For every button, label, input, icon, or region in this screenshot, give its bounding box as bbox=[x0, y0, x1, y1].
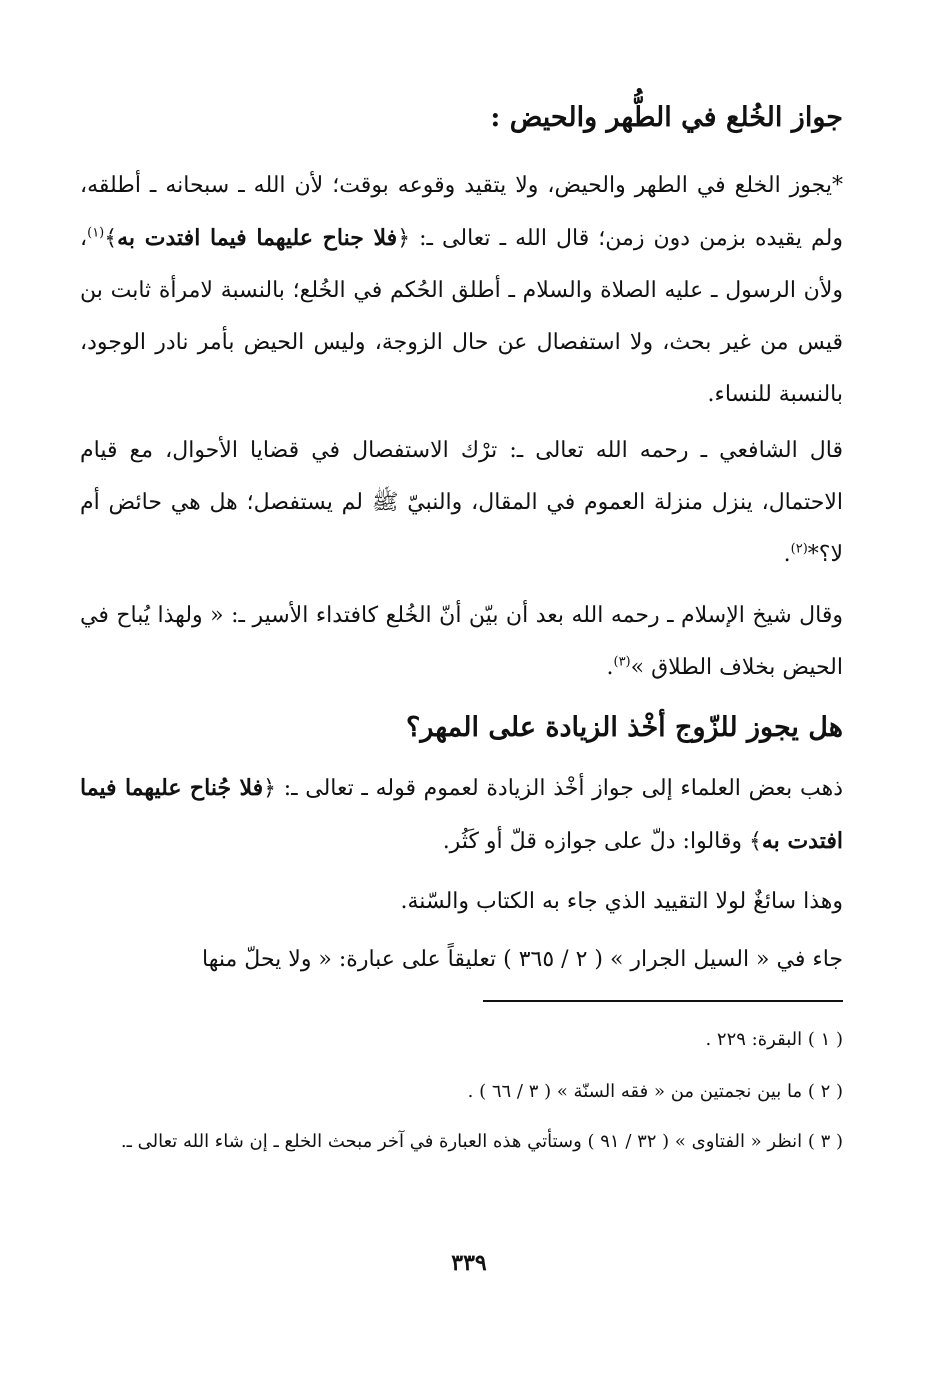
quran-verse: فلا جناح عليهما فيما افتدت به bbox=[117, 225, 398, 251]
footnote-2: ( ٢ ) ما بين نجمتين من « فقه السنّة » ( ٣ / ٦٦ ) . bbox=[467, 1081, 843, 1102]
section-heading-extra-mahr: هل يجوز للزّوج أخْذ الزيادة على المهر؟ bbox=[405, 712, 843, 743]
para2-text-a: قال الشافعي ـ رحمه الله تعالى ـ: ترْك الاستفصال في قضايا الأحوال، مع قيام الاحتمال، ينزل منزلة العموم في المقال، والنبيّ ﷺ لم يستفصل؛ هل هي حائض أم لا؟* bbox=[80, 438, 843, 567]
para2-text-b: . bbox=[783, 542, 791, 567]
quran-verse-2: فلا جُناح عليهما فيما افتدت به bbox=[80, 775, 843, 854]
para3-text-b: . bbox=[606, 655, 614, 680]
footnote-1: ( ١ ) البقرة: ٢٢٩ . bbox=[705, 1029, 843, 1050]
paragraph-permissible: وهذا سائغٌ لولا التقييد الذي جاء به الكتاب والسّنة. bbox=[400, 889, 843, 914]
paragraph-scholars-view bbox=[80, 762, 843, 868]
footnote-ref-2: (٢) bbox=[790, 541, 808, 557]
para1-text-c: ، ولأن الرسول ـ عليه الصلاة والسلام ـ أطلق الحُكم في الخُلع؛ بالنسبة لامرأة ثابت بن قيس من غير بحث، ولا استفصال عن حال الزوجة، وليس الحيض بأمر نادر الوجود، بالنسبة للنساء. bbox=[80, 226, 843, 407]
paragraph-khul-timing bbox=[80, 160, 843, 421]
page-body bbox=[80, 0, 843, 1375]
paragraph-shaykh-al-islam bbox=[80, 590, 843, 694]
para3-text-a: وقال شيخ الإسلام ـ رحمه الله بعد أن بيّن أنّ الخُلع كافتداء الأسير ـ: « ولهذا يُباح في الحيض بخلاف الطلاق » bbox=[80, 603, 843, 680]
para1-text-a: *يجوز الخلع في الطهر والحيض، ولا يتقيد وقوعه بوقت؛ لأن الله ـ سبحانه ـ أطلقه، ولم يقيده بزمن دون زمن؛ قال الله ـ تعالى ـ: ﴿ bbox=[80, 173, 843, 251]
paragraph-sayl-jarrar: جاء في « السيل الجرار » ( ٢ / ٣٦٥ ) تعليقاً على عبارة: « ولا يحلّ منها bbox=[202, 947, 843, 972]
para1-text-b: ﴾ bbox=[104, 226, 118, 251]
para4-text-a: ذهب بعض العلماء إلى جواز أخْذ الزيادة لعموم قوله ـ تعالى ـ: ﴿ bbox=[263, 776, 843, 801]
footnote-3: ( ٣ ) انظر « الفتاوى » ( ٣٢ / ٩١ ) وستأتي هذه العبارة في آخر مبحث الخلع ـ إن شاء الله تعالى ـ. bbox=[120, 1131, 843, 1152]
page-number: ٣٣٩ bbox=[451, 1250, 487, 1276]
footnote-ref-1: (١) bbox=[87, 225, 105, 241]
section-heading-khul-timing: جواز الخُلع في الطُّهر والحيض : bbox=[490, 102, 843, 133]
para4-text-b: ﴾ وقالوا: دلّ على جوازه قلّ أو كَثُر. bbox=[442, 829, 762, 854]
footnote-divider bbox=[483, 1000, 843, 1002]
footnote-ref-3: (٣) bbox=[613, 654, 631, 670]
paragraph-shafii bbox=[80, 425, 843, 581]
